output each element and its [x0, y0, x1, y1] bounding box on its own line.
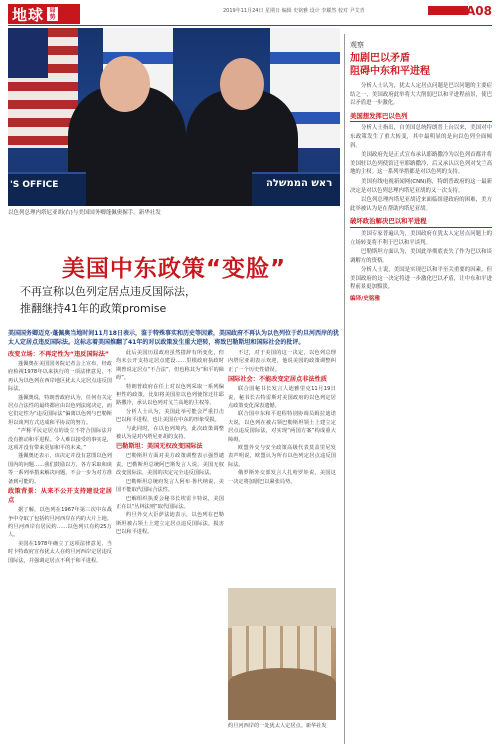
- paragraph: 蓬佩奥还表示，该决定并没有意图以色列国内的问题……我们鼓励以方，各方采取和谈等一系列举措来解决问题，不会一步为对方准备到可能的。: [8, 453, 112, 485]
- paragraph: 分析人士说，美国是实现巴以和平至关重要的因素，但美国政府的这一决定将进一步激化巴以矛盾，让中东和平进程前景更加黯淡。: [350, 267, 492, 291]
- paragraph: 美国有线电视新闻网(CNN)称，特朗普政府的这一最新决定是对以色列总理内塔尼亚胡的又一次支持。: [350, 178, 492, 194]
- paragraph: 美国政府先是正式宣布承认耶路撒冷为以色列首都并将美国驻以色列使馆迁至耶路撒冷，后又承认以色列对戈兰高地的主权。这一系列举措都是对以色列的支持。: [350, 152, 492, 176]
- head-left: [100, 56, 150, 112]
- section-heading: 国际社会：不能改变定居点非法性质: [228, 376, 327, 384]
- paragraph: 分析人士认为，美国此举可能会严重打击巴以和平进程，也让美国在中东的形象受损。: [116, 408, 224, 424]
- page-header: [8, 4, 492, 26]
- masthead-title: 地球: [12, 5, 45, 24]
- paragraph: 与此同时，在以色列境内，此次政策调整被认为是对内塔尼亚胡的支持。: [116, 425, 224, 441]
- commentary-column: [350, 40, 492, 744]
- subheadline-line-1: 不再宣称以色列定居点违反国际法，: [20, 285, 196, 298]
- headline: 美国中东政策“变脸”: [61, 256, 287, 282]
- lead-photo-caption: 以色列总理内塔尼亚胡(右)与美国国务卿蓬佩奥握手。新华社发: [8, 210, 161, 216]
- head-right: [220, 58, 264, 110]
- section-heading: 改变立场：不再定性为“违反国际法”: [8, 351, 109, 358]
- paragraph: 巴勒斯坦方面对美方政策调整表示强烈谴责。巴勒斯坦总统阿巴斯发言人说，美国无权改变国际法，美国的决定完全违反国际法。: [116, 453, 224, 477]
- paragraph: 巴解组织执委会秘书长埃雷卡特说，美国正在以“丛林法则”取代国际法。: [116, 495, 224, 510]
- article-column-1: [8, 349, 112, 743]
- paragraph: 据了解，以色列在1967年第三次中东战争中夺取了包括约旦河西岸在内的大片土地。约旦河西岸有居民约……以色列只有约25万人。: [8, 507, 112, 539]
- settlement-photo-caption: 约旦河西岸的一处犹太人定居点。新华社发: [228, 723, 327, 729]
- paragraph: 此后美国历届政府虽然措辞有所变化，但均未公开支持定居点建设……里根政府执政时期曾说定居点“不合法”，但也称其为“和平的障碍”。: [116, 350, 224, 382]
- column-divider: [344, 34, 345, 744]
- paragraph: 蓬佩奥说，特朗普政府认为，任何有关定居点合法性的最终都应由以色列法庭决定，而它们定性为“违反国际法”偏离以色列与巴勒斯坦以谈判方式达成和平协议的努力。: [8, 394, 112, 426]
- podium-text-left: 'S OFFICE: [10, 180, 59, 190]
- paragraph: 美国在1978年确立了这项法律意见，当时卡特政府宣布犹太人在约旦河西岸定居违反国际法，并强调定居点不利于和平进程。: [8, 540, 112, 564]
- section-heading: 美国想发挥巴以色列: [350, 112, 492, 123]
- paragraph: 俄罗斯外交部发言人扎哈罗娃说，美国这一决定将加剧巴以紧张局势。: [228, 470, 336, 485]
- podium-text-right: ראש הממשלה: [266, 178, 333, 189]
- commentary-body: [350, 82, 492, 304]
- paragraph: 以色列总理内塔尼亚胡近来面临组建政府的困难，美方此举被认为是在帮助内塔尼亚胡。: [350, 197, 492, 212]
- subheadline: [20, 283, 320, 317]
- commentary-title-line-2: 阻碍中东和平进程: [350, 66, 430, 77]
- article-column-3: [228, 349, 336, 583]
- hillside: [228, 668, 336, 720]
- section-heading: 政策背景：从来不公开支持建设定居点: [8, 488, 112, 505]
- issue-info: 2019年11月24日 星期日 编辑 史铭雅 设计 李耀然 校对 尹艾青: [223, 8, 365, 14]
- paragraph: 欧盟外交与安全政策高级代表莫盖里尼发表声明说，欧盟认为所有以色列定居点违反国际法。: [228, 445, 336, 468]
- paragraph: 联合国秘书长发言人迪雅里克11月19日说，秘书长古特雷斯对美国政府的以色列定居点政策变化深表遗憾。: [228, 386, 336, 410]
- paragraph: 分析人士指出，自美国总统特朗普上台以来，美国对中东政策发生了重大转变，其中最明显的是向以色列全面倾斜。: [350, 125, 492, 149]
- summary: 美国国务卿迈克·蓬佩奥当地时间11月18日表示，鉴于特殊事实和历史等因素，美国政府不再认为以色列位于约旦河西岸的犹太人定居点违反国际法。这标志着美国推翻了41年的对以政策发生重大逆转，将致巴勒斯坦和国际社会的批评。: [8, 330, 339, 346]
- section-heading: 巴勒斯坦：美国无权改变国际法: [116, 443, 203, 451]
- paragraph: 分析人士认为，犹太人定居点问题是巴以问题的主要症结之一，美国政府此举将大大削弱巴以和平进程前景，使巴以矛盾进一步激化。: [350, 83, 492, 107]
- sky: [228, 588, 336, 628]
- author-credit: 编译/史铭雅: [350, 296, 381, 303]
- masthead-subtitle: 局势: [47, 7, 58, 21]
- paragraph: 约旦外交大臣萨法迪表示，以色列在巴勒斯坦被占领土上建立定居点违反国际法，损害巴以和平进程。: [116, 512, 224, 536]
- settlement-photo: [228, 588, 336, 720]
- section-heading: 破坏政治解决巴以和平进程: [350, 217, 492, 228]
- subheadline-line-2: 推翻继持41年的政策promise: [20, 302, 167, 315]
- paragraph: 巴勒斯坦方面认为，美国此举彻底丧失了作为巴以和谈调解方的资格。: [350, 249, 492, 264]
- page-number: A08: [466, 4, 492, 18]
- paragraph: 巴勒斯坦总统府发言人阿布·鲁代纳说，美国不能取代国际合法性。: [116, 478, 224, 494]
- header-tag: [428, 6, 468, 15]
- paragraph: 蓬佩奥在美国国务院记者会上宣布，经政府检视1978年以来执行的一项法律意见，不再认为以色列在西岸地区犹太人定居点违反国际法。: [8, 361, 112, 393]
- masthead: [8, 4, 80, 24]
- lead-photo: [8, 28, 340, 206]
- paragraph: “声称平民定居点的设立不符合国际法并没有推动和平进程。令人难以接受的事实是，这项并没有带来更加和平的未来。”: [8, 428, 112, 452]
- article-column-2: [116, 349, 224, 743]
- commentary-tag: 观察: [350, 41, 364, 49]
- paragraph: 联合国中东和平进程特别协调员姆拉迪诺夫说，以色列在被占领巴勒斯坦领土上建立定居点违反国际法，对实现“两国方案”构成重大障碍。: [228, 411, 336, 443]
- paragraph: 不过，对于美国的这一决定，以色列总理内塔尼亚胡表示欢迎，他说美国的政策调整纠正了一个历史性错误。: [228, 350, 336, 373]
- commentary-title-line-1: 加剧巴以矛盾: [350, 53, 410, 64]
- paragraph: 特朗普政府在任上对以色列采取一系列偏袒性的政策，比如将美国驻以色列使馆迁往耶路撒冷，承认以色列对戈兰高地的主权等。: [116, 383, 224, 407]
- paragraph: 美国专家普遍认为，美国政府在犹太人定居点问题上的立场转变将不利于巴以和平谈判。: [350, 230, 492, 246]
